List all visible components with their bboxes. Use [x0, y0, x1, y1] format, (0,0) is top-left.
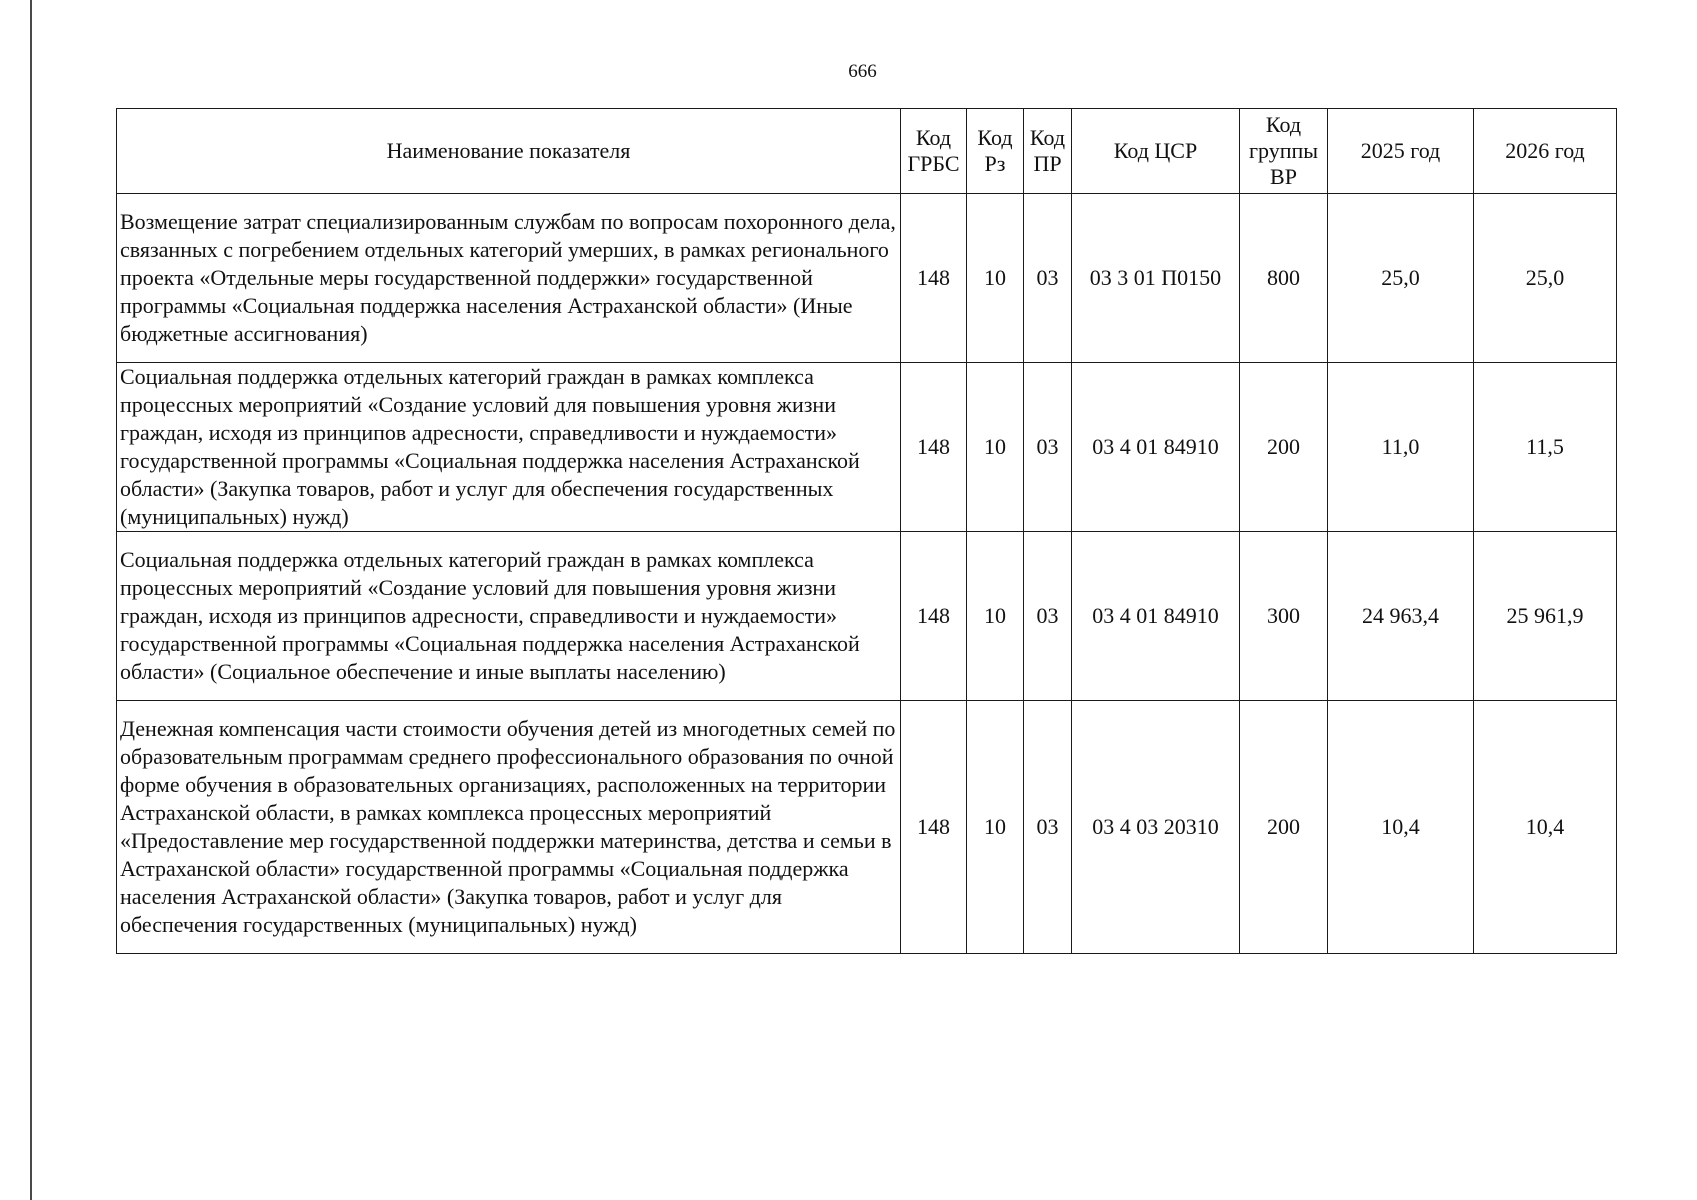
scan-edge-line	[30, 0, 32, 1200]
cell-rz: 10	[967, 532, 1024, 701]
header-pr: Код ПР	[1024, 109, 1072, 194]
header-vr: Код группы ВР	[1240, 109, 1328, 194]
cell-rz: 10	[967, 701, 1024, 954]
cell-2026: 11,5	[1474, 363, 1617, 532]
header-2026: 2026 год	[1474, 109, 1617, 194]
header-rz: Код Рз	[967, 109, 1024, 194]
header-name: Наименование показателя	[117, 109, 901, 194]
cell-name: Денежная компенсация части стоимости обучения детей из многодетных семей по образовательным программам среднего профессионального образования по очной форме обучения в образовательных организациях, расположенных на территории Астраханской области, в рамках комплекса процессных мероприятий «Предоставление мер государственной поддержки материнства, детства и семьи в Астраханской области» государственной программы «Социальная поддержка населения Астраханской области» (Закупка товаров, работ и услуг для обеспечения государственных (муниципальных) нужд)	[117, 701, 901, 954]
cell-2025: 10,4	[1328, 701, 1474, 954]
cell-pr: 03	[1024, 532, 1072, 701]
budget-table	[116, 108, 1617, 954]
cell-rz: 10	[967, 363, 1024, 532]
cell-grbs: 148	[901, 194, 967, 363]
cell-2025: 25,0	[1328, 194, 1474, 363]
cell-pr: 03	[1024, 194, 1072, 363]
cell-pr: 03	[1024, 363, 1072, 532]
cell-pr: 03	[1024, 701, 1072, 954]
cell-csr: 03 4 03 20310	[1072, 701, 1240, 954]
page-number: 666	[848, 61, 877, 82]
table-row	[117, 532, 1617, 701]
cell-rz: 10	[967, 194, 1024, 363]
cell-name: Социальная поддержка отдельных категорий граждан в рамках комплекса процессных мероприятий «Создание условий для повышения уровня жизни граждан, исходя из принципов адресности, справедливости и нуждаемости» государственной программы «Социальная поддержка населения Астраханской области» (Закупка товаров, работ и услуг для обеспечения государственных (муниципальных) нужд)	[117, 363, 901, 532]
cell-2025: 24 963,4	[1328, 532, 1474, 701]
cell-csr: 03 3 01 П0150	[1072, 194, 1240, 363]
cell-vr: 200	[1240, 701, 1328, 954]
header-csr: Код ЦСР	[1072, 109, 1240, 194]
cell-grbs: 148	[901, 701, 967, 954]
cell-csr: 03 4 01 84910	[1072, 363, 1240, 532]
cell-2026: 25,0	[1474, 194, 1617, 363]
table-row	[117, 701, 1617, 954]
cell-vr: 300	[1240, 532, 1328, 701]
cell-grbs: 148	[901, 532, 967, 701]
cell-2026: 10,4	[1474, 701, 1617, 954]
cell-vr: 200	[1240, 363, 1328, 532]
cell-grbs: 148	[901, 363, 967, 532]
header-2025: 2025 год	[1328, 109, 1474, 194]
cell-vr: 800	[1240, 194, 1328, 363]
cell-csr: 03 4 01 84910	[1072, 532, 1240, 701]
table-row	[117, 194, 1617, 363]
table-header-row	[117, 109, 1617, 194]
cell-2025: 11,0	[1328, 363, 1474, 532]
table-row	[117, 363, 1617, 532]
header-grbs: Код ГРБС	[901, 109, 967, 194]
cell-name: Возмещение затрат специализированным службам по вопросам похоронного дела, связанных с погребением отдельных категорий умерших, в рамках регионального проекта «Отдельные меры государственной поддержки» государственной программы «Социальная поддержка населения Астраханской области» (Иные бюджетные ассигнования)	[117, 194, 901, 363]
cell-name: Социальная поддержка отдельных категорий граждан в рамках комплекса процессных мероприятий «Создание условий для повышения уровня жизни граждан, исходя из принципов адресности, справедливости и нуждаемости» государственной программы «Социальная поддержка населения Астраханской области» (Социальное обеспечение и иные выплаты населению)	[117, 532, 901, 701]
cell-2026: 25 961,9	[1474, 532, 1617, 701]
